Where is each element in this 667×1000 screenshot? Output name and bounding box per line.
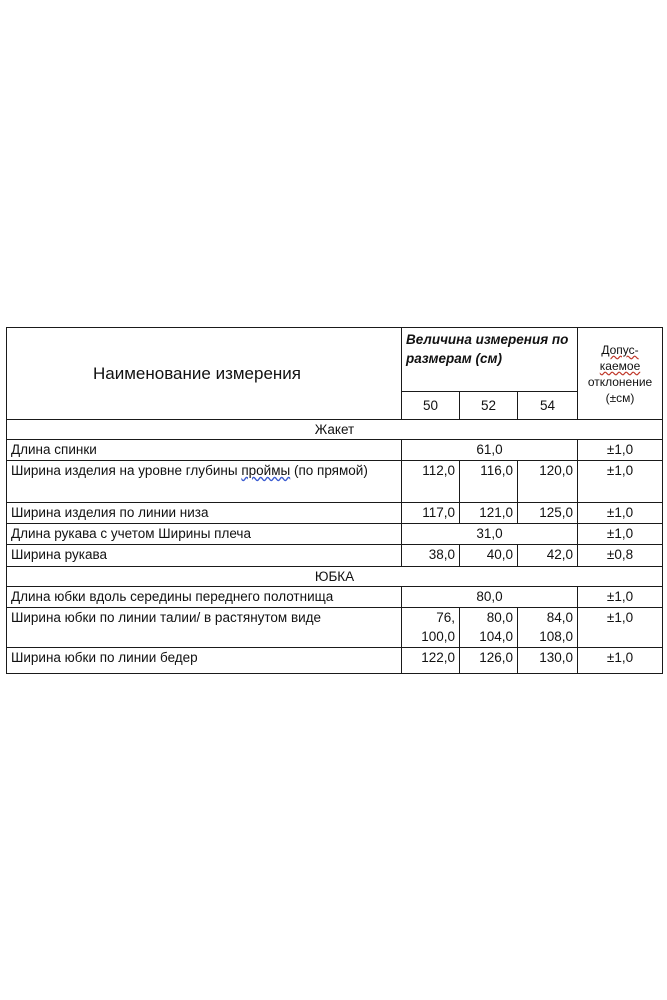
- value-line: 84,0: [546, 610, 574, 625]
- measure-54: [518, 608, 578, 648]
- measure-name: Ширина рукава: [7, 545, 402, 567]
- header-value: Величина измерения по размерам (см): [402, 328, 578, 392]
- measure-52: 126,0: [460, 648, 518, 674]
- name-marked: проймы: [241, 463, 291, 478]
- measure-tol: ±1,0: [578, 648, 663, 674]
- measure-52: 116,0: [460, 461, 518, 503]
- measure-tol: ±1,0: [578, 503, 663, 524]
- measure-tol: ±0,8: [578, 545, 663, 567]
- measure-52: 40,0: [460, 545, 518, 567]
- measure-name: [7, 461, 402, 503]
- tol-line-4: (±см): [605, 391, 635, 405]
- section-title: ЮБКА: [7, 567, 663, 587]
- measure-name: Длина юбки вдоль середины переднего полотнища: [7, 587, 402, 608]
- section-row: [7, 567, 663, 587]
- measure-tol: ±1,0: [578, 524, 663, 545]
- table-row: [7, 524, 663, 545]
- measure-common: 31,0: [402, 524, 578, 545]
- measure-name: Ширина изделия по линии низа: [7, 503, 402, 524]
- table-row: [7, 545, 663, 567]
- name-part: Ширина изделия на уровне глубины: [11, 463, 242, 478]
- measure-tol: ±1,0: [578, 461, 663, 503]
- value-line: 80,0: [486, 610, 513, 625]
- value-line: 104,0: [479, 629, 513, 644]
- measure-tol: ±1,0: [578, 440, 663, 461]
- header-tolerance: [578, 328, 663, 420]
- measure-tol: ±1,0: [578, 608, 663, 648]
- table-row: [7, 503, 663, 524]
- measure-52: 121,0: [460, 503, 518, 524]
- measure-common: 80,0: [402, 587, 578, 608]
- measure-50: 122,0: [402, 648, 460, 674]
- measure-54: 125,0: [518, 503, 578, 524]
- table-row: [7, 648, 663, 674]
- tol-line-2: каемое: [599, 359, 641, 373]
- section-row: [7, 420, 663, 440]
- measure-name: Ширина юбки по линии талии/ в растянутом виде: [7, 608, 402, 648]
- measure-name: Длина спинки: [7, 440, 402, 461]
- size-50: 50: [402, 392, 460, 420]
- measurement-table: [6, 327, 663, 674]
- measure-common: 61,0: [402, 440, 578, 461]
- measure-50: [402, 608, 460, 648]
- tol-line-1: Допус-: [601, 343, 639, 357]
- measure-50: 38,0: [402, 545, 460, 567]
- measure-50: 117,0: [402, 503, 460, 524]
- name-part: (по прямой): [290, 463, 368, 478]
- tol-line-3: отклонение: [587, 375, 653, 389]
- table-row: [7, 440, 663, 461]
- measure-54: 120,0: [518, 461, 578, 503]
- measure-52: [460, 608, 518, 648]
- value-line: 76,: [436, 610, 455, 625]
- measure-54: 42,0: [518, 545, 578, 567]
- table-row: [7, 608, 663, 648]
- size-52: 52: [460, 392, 518, 420]
- measure-54: 130,0: [518, 648, 578, 674]
- table-row: [7, 587, 663, 608]
- measure-tol: ±1,0: [578, 587, 663, 608]
- size-54: 54: [518, 392, 578, 420]
- measure-50: 112,0: [402, 461, 460, 503]
- value-line: 100,0: [421, 629, 455, 644]
- header-row: [7, 328, 663, 392]
- measure-name: Длина рукава с учетом Ширины плеча: [7, 524, 402, 545]
- measure-name: Ширина юбки по линии бедер: [7, 648, 402, 674]
- table-row: [7, 461, 663, 503]
- section-title: Жакет: [7, 420, 663, 440]
- header-name: Наименование измерения: [7, 328, 402, 420]
- value-line: 108,0: [539, 629, 574, 644]
